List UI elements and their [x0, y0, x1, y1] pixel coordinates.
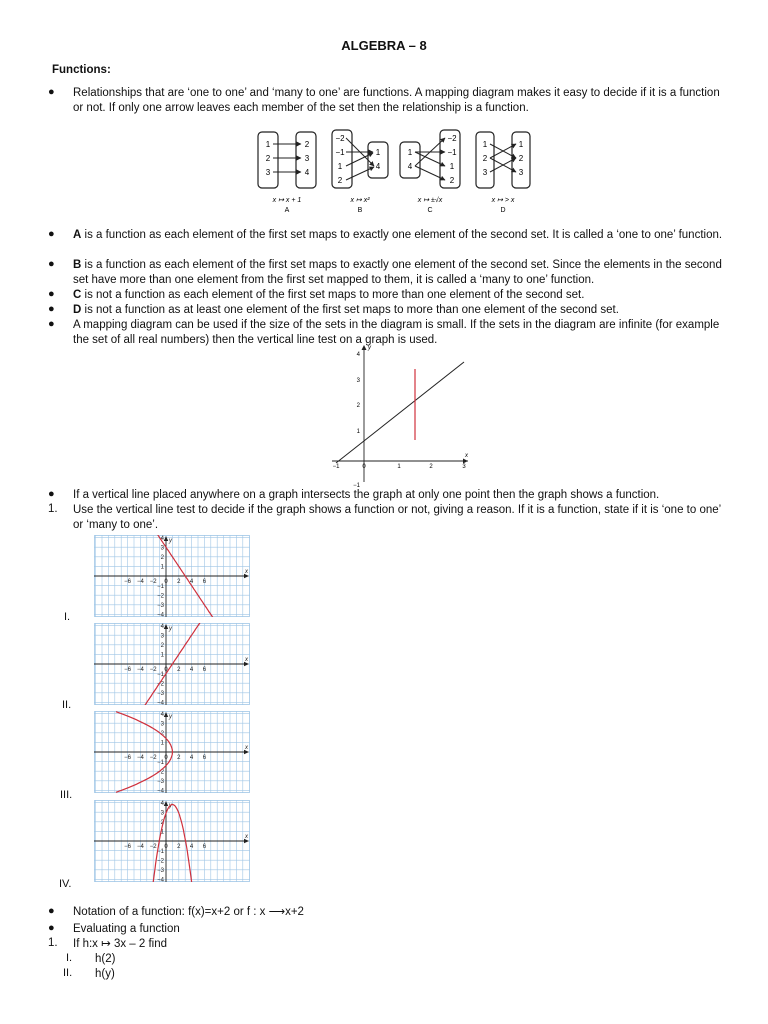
bullet-icon: ● — [48, 905, 55, 917]
point-b: B is a function as each element of the first set maps to exactly one element of the second set. Since the elements in the second set have more than one element from the first set mapped to them, it is called a ‘many to one’ function. — [73, 259, 722, 286]
mapping-a-right-0: 2 — [304, 140, 310, 149]
x-tick-label: 6 — [202, 667, 207, 673]
y-tick-label: 2 — [160, 643, 164, 649]
mapping-c-rule: x ↦ ±√x — [417, 197, 443, 204]
mapping-a-left-1: 2 — [265, 154, 271, 163]
mapping-b-left-1: −1 — [335, 148, 345, 157]
mapping-a-caption: A — [284, 207, 290, 214]
x-axis-label: x — [245, 745, 248, 751]
x-tick-label: 4 — [189, 844, 194, 850]
y-tick-label: −4 — [157, 877, 164, 882]
mapping-d-left-2: 3 — [482, 168, 488, 177]
mapping-d-right-1: 2 — [518, 154, 524, 163]
x-tick-label: −6 — [124, 755, 132, 761]
x-tick-label: −6 — [124, 844, 132, 850]
y-tick-label: 1 — [160, 740, 164, 747]
evaluating-heading: Evaluating a function — [73, 923, 180, 935]
y-tick-label: 4 — [160, 623, 164, 630]
x-tick-label: 2 — [177, 667, 181, 673]
point-a: A is a function as each element of the first set maps to exactly one element of the second set. It is called a ‘one to one’ function. — [73, 229, 723, 241]
exercise-number: 1. — [48, 937, 58, 949]
y-tick-label: −2 — [157, 593, 164, 600]
y-tick-label: −3 — [157, 691, 164, 697]
x-tick-label: 6 — [202, 579, 207, 585]
y-tick-label: 4 — [160, 711, 164, 718]
y-tick-label: −2 — [157, 858, 164, 865]
mapping-b-rule: x ↦ x² — [350, 197, 370, 204]
y-axis-label: y — [169, 626, 172, 632]
x-tick-label: 6 — [202, 844, 207, 850]
mapping-a-right-2: 4 — [304, 168, 310, 177]
mapping-b — [332, 130, 388, 214]
y-tick-label: −2 — [157, 681, 164, 688]
point-d: D is not a function as at least one element of the first set maps to more than one element of the second set. — [73, 304, 619, 316]
part-label: I. — [66, 952, 73, 964]
y-tick-label: 4 — [160, 535, 164, 542]
graph-i — [94, 535, 250, 617]
x-tick-label: 2 — [177, 844, 181, 850]
x-tick-label: −4 — [136, 755, 144, 761]
x-tick-label: 0 — [164, 667, 168, 673]
y-tick-label: −1 — [157, 583, 164, 590]
x-tick-label: −6 — [124, 667, 132, 673]
mapping-diagrams — [250, 128, 540, 220]
y-tick-label: −3 — [157, 868, 164, 874]
mapping-d — [476, 132, 530, 214]
mapping-a-left-0: 1 — [265, 140, 271, 149]
y-tick-label: −4 — [157, 788, 164, 793]
y-tick-label: −1 — [157, 759, 164, 766]
y-tick-label: 4 — [160, 800, 164, 807]
mapping-a-right-1: 3 — [304, 154, 310, 163]
y-tick-label: 3 — [160, 633, 164, 640]
vline-y-tick: 4 — [356, 352, 360, 358]
x-tick-label: −2 — [149, 579, 157, 585]
mapping-c-right-0: −2 — [447, 134, 457, 143]
x-tick-label: 0 — [164, 844, 168, 850]
mapping-b-right-1: 4 — [375, 162, 381, 171]
mapping-c-left-1: 4 — [407, 162, 413, 171]
mapping-b-right-0: 1 — [375, 148, 381, 157]
part-label: II. — [63, 967, 73, 979]
x-tick-label: 0 — [164, 579, 168, 585]
vline-x-tick: 1 — [397, 464, 401, 470]
mapping-d-left-1: 2 — [482, 154, 488, 163]
bullet-icon: ● — [48, 488, 55, 500]
x-tick-label: 0 — [164, 755, 168, 761]
vertical-line-test-graph — [328, 340, 474, 490]
bullet-icon: ● — [48, 258, 55, 270]
point-c: C is not a function as each element of the first set maps to more than one element of the second set. — [73, 289, 585, 301]
y-tick-label: 2 — [160, 731, 164, 737]
y-tick-label: −3 — [157, 779, 164, 785]
x-tick-label: −2 — [149, 667, 157, 673]
bullet-icon: ● — [48, 303, 55, 315]
mapping-b-left-3: 2 — [337, 176, 343, 185]
bullet-icon: ● — [48, 228, 55, 240]
mapping-c-right-1: −1 — [447, 148, 457, 157]
y-axis-label: y — [169, 714, 172, 720]
mapping-c-left-0: 1 — [407, 148, 413, 157]
y-tick-label: 3 — [160, 721, 164, 728]
y-tick-label: −2 — [157, 769, 164, 776]
vline-x-label: x — [465, 453, 468, 459]
y-tick-label: 1 — [160, 829, 164, 836]
vline-x-tick: 3 — [462, 464, 466, 470]
section-heading: Functions: — [52, 64, 111, 76]
vline-x-tick: 0 — [362, 464, 366, 470]
bullet-icon: ● — [48, 86, 55, 98]
mapping-c-right-3: 2 — [449, 176, 455, 185]
x-tick-label: 2 — [177, 755, 181, 761]
function-notation: Notation of a function: f(x)=x+2 or f : x ⟶x+2 — [73, 906, 304, 918]
exercise-question: If h:x ↦ 3x – 2 find — [73, 938, 168, 950]
vline-x-tick: −1 — [332, 464, 340, 470]
y-axis-label: y — [169, 538, 172, 544]
mapping-d-rule: x ↦ > x — [491, 197, 515, 204]
graph-iv — [94, 800, 250, 882]
mapping-a — [258, 132, 316, 214]
mapping-note: A mapping diagram can be used if the size of the sets in the diagram is small. If the sets in the diagram are infinite (for example the set of all real numbers) then the vertical line test on a graph is used. — [73, 319, 720, 346]
vline-y-label: y — [368, 345, 371, 351]
y-tick-label: 1 — [160, 652, 164, 659]
mapping-b-left-0: −2 — [335, 134, 345, 143]
exercise-number: 1. — [48, 503, 58, 515]
mapping-b-left-2: 1 — [337, 162, 343, 171]
bullet-icon: ● — [48, 922, 55, 934]
x-axis-label: x — [245, 834, 248, 840]
bullet-icon: ● — [48, 288, 55, 300]
vline-y-tick: 1 — [356, 429, 360, 435]
vline-y-tick: 3 — [356, 378, 360, 384]
mapping-d-caption: D — [500, 207, 506, 214]
mapping-c-caption: C — [427, 207, 433, 214]
x-tick-label: −4 — [136, 579, 144, 585]
graph-label: IV. — [59, 878, 72, 890]
y-tick-label: 3 — [160, 810, 164, 817]
x-tick-label: 2 — [177, 579, 181, 585]
mapping-a-rule: x ↦ x + 1 — [272, 197, 302, 204]
x-tick-label: 4 — [189, 667, 194, 673]
mapping-d-right-2: 3 — [518, 168, 524, 177]
y-tick-label: −4 — [157, 612, 164, 617]
y-tick-label: 2 — [160, 820, 164, 826]
x-tick-label: 4 — [189, 579, 194, 585]
graph-label: III. — [60, 789, 73, 801]
mapping-d-right-0: 1 — [518, 140, 524, 149]
vertical-line-rule: If a vertical line placed anywhere on a graph intersects the graph at only one point then the graph shows a function. — [73, 489, 660, 501]
y-tick-label: −1 — [157, 848, 164, 855]
graph-label: I. — [64, 611, 71, 623]
mapping-b-caption: B — [357, 207, 363, 214]
x-tick-label: 6 — [202, 755, 207, 761]
y-tick-label: −3 — [157, 603, 164, 609]
graph-ii — [94, 623, 250, 705]
mapping-a-left-2: 3 — [265, 168, 271, 177]
part-text: h(2) — [95, 953, 116, 965]
graph-iii — [94, 711, 250, 793]
y-tick-label: 1 — [160, 564, 164, 571]
y-tick-label: −1 — [157, 671, 164, 678]
part-text: h(y) — [95, 968, 115, 980]
intro-paragraph: Relationships that are ‘one to one’ and ‘many to one’ are functions. A mapping diagram makes it easy to decide if it is a function or not. If only one arrow leaves each member of the set then the relationship is a function. — [73, 87, 720, 114]
x-tick-label: 4 — [189, 755, 194, 761]
x-tick-label: −4 — [136, 667, 144, 673]
exercise-instruction: Use the vertical line test to decide if the graph shows a function or not, giving a reason. If it is a function, state if it is ‘one to one’ or ‘many to one’. — [73, 504, 721, 531]
y-tick-label: 2 — [160, 555, 164, 561]
vline-y-tick: −1 — [353, 483, 360, 489]
mapping-c-right-2: 1 — [449, 162, 455, 171]
x-axis-label: x — [245, 569, 248, 575]
graph-label: II. — [62, 699, 72, 711]
x-tick-label: −4 — [136, 844, 144, 850]
x-axis-label: x — [245, 657, 248, 663]
vline-y-tick: 2 — [356, 403, 360, 409]
page-title: ALGEBRA – 8 — [341, 38, 427, 53]
mapping-c — [400, 130, 460, 214]
x-tick-label: −6 — [124, 579, 132, 585]
x-tick-label: −2 — [149, 844, 157, 850]
mapping-d-left-0: 1 — [482, 140, 488, 149]
y-tick-label: −4 — [157, 700, 164, 705]
bullet-icon: ● — [48, 318, 55, 330]
x-tick-label: −2 — [149, 755, 157, 761]
vline-x-tick: 2 — [429, 464, 433, 470]
y-axis-label: y — [169, 803, 172, 809]
y-tick-label: 3 — [160, 545, 164, 552]
